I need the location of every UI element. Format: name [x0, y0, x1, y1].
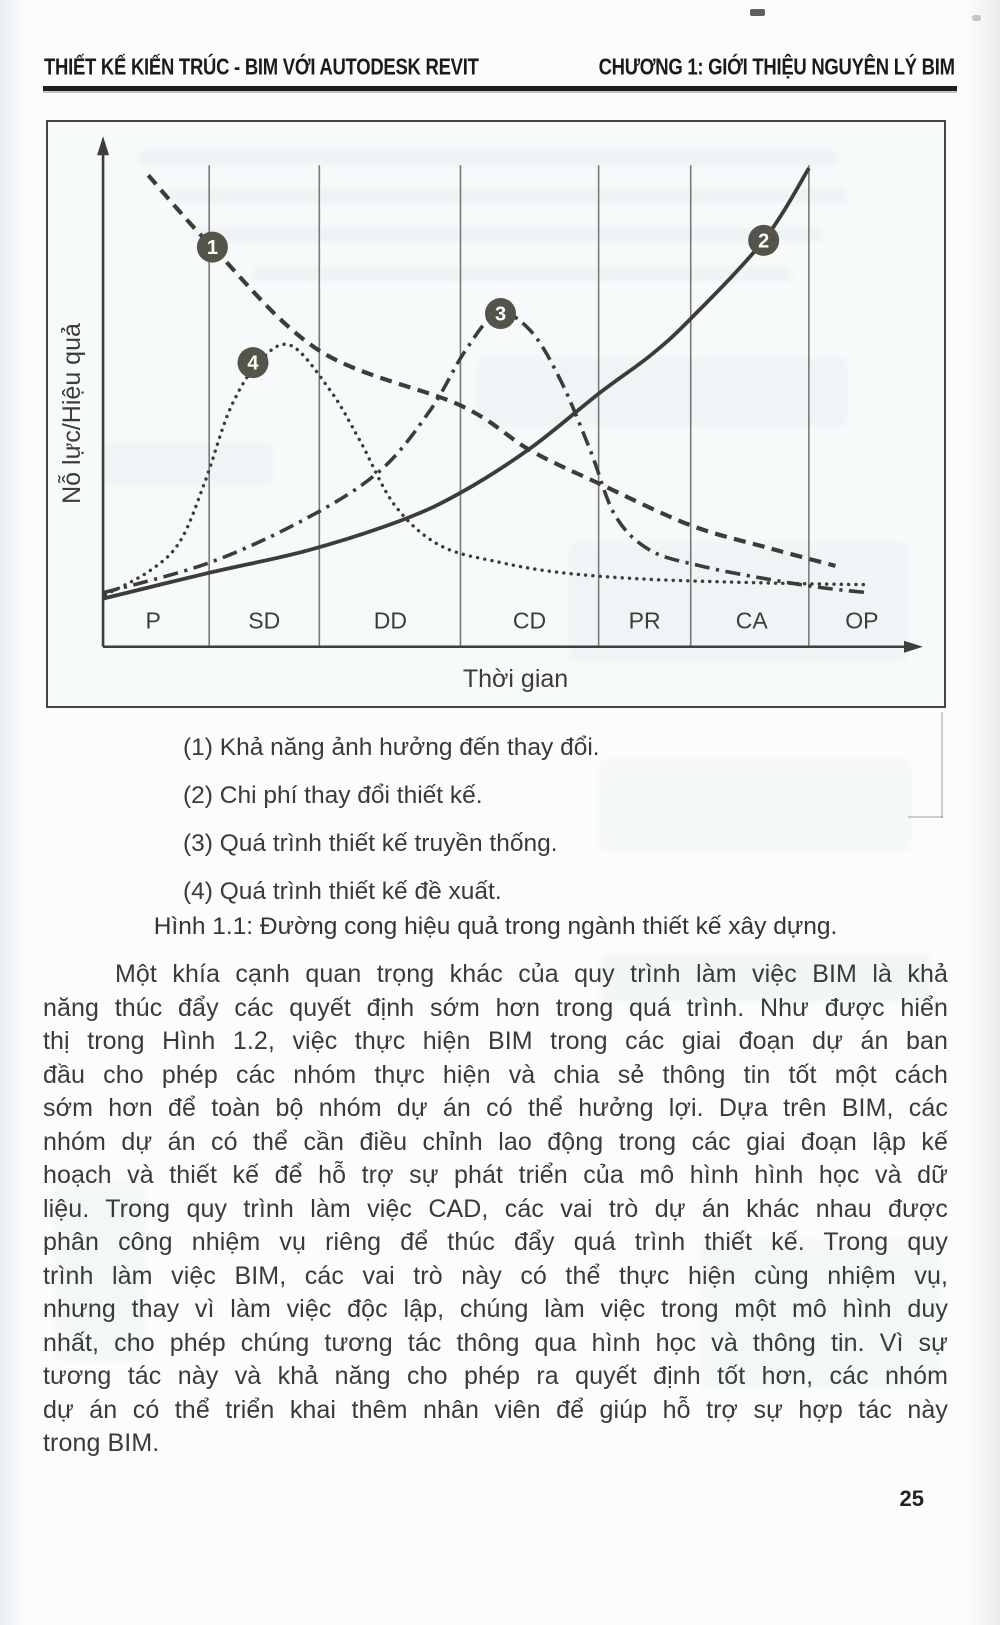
- phase-label-pr: PR: [628, 607, 661, 634]
- body-line: nhưng thay vì làm việc độc lập, chúng làm việc trong một mô hình duy: [43, 1295, 948, 1323]
- body-line: tương tác này và khả năng cho phép ra quyết định tốt hơn, các nhóm: [43, 1362, 948, 1390]
- body-line: nhất, cho phép chúng tương tác thông qua hình học và thông tin. Vì sự: [43, 1328, 948, 1357]
- svg-text:3: 3: [494, 303, 507, 326]
- body-line: trình làm việc BIM, các vai trò này có thể thực hiện cùng nhiệm vụ,: [43, 1261, 948, 1290]
- body-line: năng thúc đẩy các quyết định sớm hơn trong quá trình. Như được hiển: [43, 993, 948, 1022]
- phase-label-op: OP: [845, 607, 879, 634]
- body-line: dự án có thể triển khai thêm nhân viên để giúp hỗ trợ sự hợp tác này: [43, 1395, 948, 1424]
- effort-curve-chart: [48, 122, 944, 706]
- x-axis-title: Thời gian: [462, 664, 569, 693]
- header-rule: [43, 86, 957, 91]
- scan-edge-right: [966, 0, 1000, 1625]
- scan-edge-left: [0, 0, 24, 1625]
- body-line: hoạch và thiết kế để hỗ trợ sự phát triển của mô hình hình học và dữ: [43, 1161, 948, 1189]
- body-line: thị trong Hình 1.2, việc thực hiện BIM trong các giai đoạn dự án ban: [43, 1027, 948, 1055]
- legend-item-4: (4) Quá trình thiết kế đề xuất.: [183, 878, 502, 905]
- curve-badge-4: [237, 347, 268, 378]
- curve-badge-1: [197, 232, 228, 263]
- svg-text:4: 4: [247, 352, 259, 375]
- svg-text:1: 1: [206, 237, 218, 260]
- y-axis-arrow-icon: [97, 136, 109, 155]
- phase-label-cd: CD: [512, 607, 547, 634]
- body-line: liệu. Trong quy trình làm việc CAD, các vai trò dự án khác nhau được: [43, 1194, 948, 1223]
- phase-labels: [145, 608, 878, 634]
- figure-1-1-chart: [46, 120, 946, 708]
- y-axis-title: Nỗ lực/Hiệu quả: [58, 323, 87, 504]
- phase-label-dd: DD: [373, 607, 408, 634]
- scan-artifact: [750, 9, 765, 16]
- body-line: đầu cho phép các nhóm thực hiện và chia sẻ thông tin tốt một cách: [43, 1060, 948, 1089]
- legend-item-2: (2) Chi phí thay đổi thiết kế.: [183, 782, 483, 809]
- phase-label-p: P: [145, 607, 161, 634]
- curve-badge-2: [748, 225, 779, 256]
- page-number: 25: [899, 1486, 924, 1511]
- header-chapter-title: CHƯƠNG 1: GIỚI THIỆU NGUYÊN LÝ BIM: [598, 54, 955, 81]
- curve-layer: [103, 168, 869, 598]
- curve-4: [105, 344, 869, 595]
- body-line: sớm hơn để toàn bộ nhóm dự án có thể hưởng lợi. Dựa trên BIM, các: [43, 1094, 948, 1122]
- legend-item-3: (3) Quá trình thiết kế truyền thống.: [183, 830, 558, 857]
- scan-artifact: [972, 15, 981, 21]
- phase-label-ca: CA: [735, 607, 768, 634]
- figure-caption: Hình 1.1: Đường cong hiệu quả trong ngành thiết kế xây dựng.: [153, 913, 838, 940]
- page-header: [44, 56, 955, 86]
- phase-gridlines: [206, 165, 809, 647]
- body-line: phân công nhiệm vụ riêng để thúc đẩy quá trình thiết kế. Trong quy: [43, 1228, 948, 1256]
- header-book-title: THIẾT KẾ KIẾN TRÚC - BIM VỚI AUTODESK REVIT: [44, 54, 479, 81]
- curve-badge-3: [485, 298, 516, 329]
- body-line: nhóm dự án có thể cần điều chỉnh lao động trong các giai đoạn lập kế: [43, 1127, 948, 1156]
- legend-item-1: (1) Khả năng ảnh hưởng đến thay đổi.: [183, 734, 600, 761]
- body-line: trong BIM.: [43, 1429, 160, 1457]
- svg-text:2: 2: [758, 230, 770, 253]
- phase-label-sd: SD: [248, 607, 281, 634]
- x-axis-arrow-icon: [904, 641, 923, 653]
- body-paragraph: [43, 958, 948, 1461]
- curve-3: [103, 313, 869, 593]
- body-line: Một khía cạnh quan trọng khác của quy trình làm việc BIM là khả: [115, 960, 948, 988]
- figure-legend: [43, 724, 948, 916]
